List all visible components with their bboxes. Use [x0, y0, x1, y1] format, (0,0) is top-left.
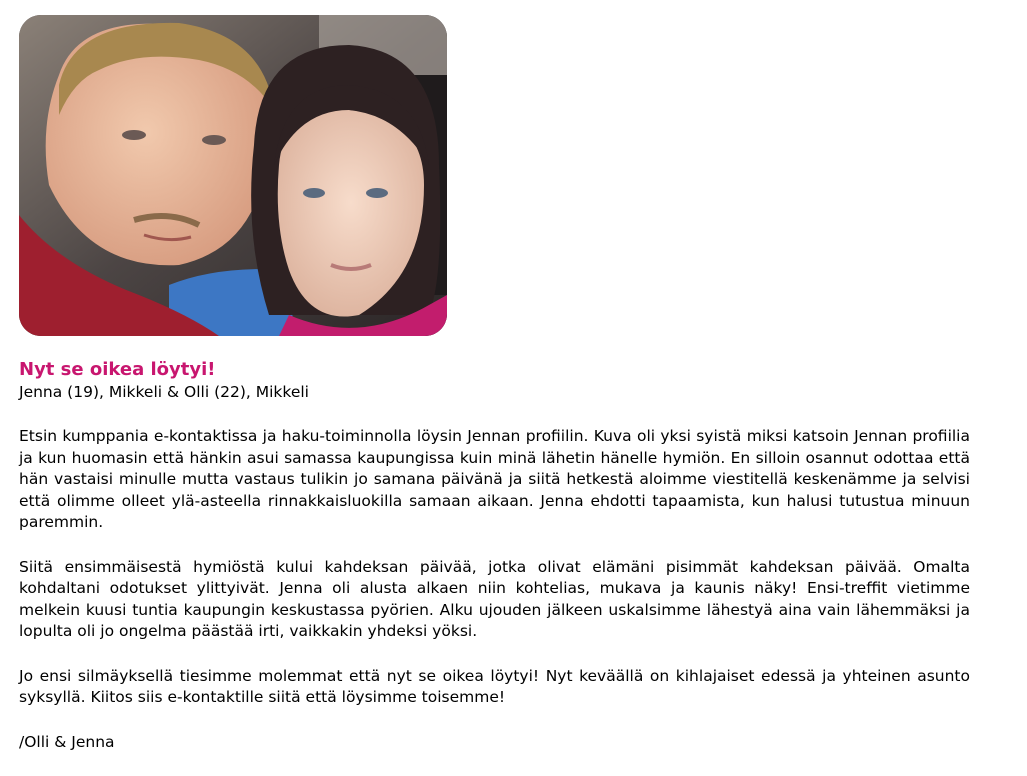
story-title: Nyt se oikea löytyi! [19, 359, 216, 380]
story-paragraph-1: Etsin kumppania e-kontaktissa ja haku-toiminnolla löysin Jennan profiilin. Kuva oli yksi syistä miksi katsoin Jennan profiilia ja kun huomasin että hänkin asui samassa kaupungissa kuin minä lähetin hänelle hymiön. En silloin osannut odottaa että hän vastaisi minulle mutta vastaus tulikin jo samana päivänä ja siitä hetkestä aloimme viestitellä keskenämme ja selvisi että olimme olleet ylä-asteella rinnakkaisluokilla samaan aikaan. Jenna ehdotti tapaamista, kun halusi tutustua minuun paremmin. [19, 427, 970, 531]
story-paragraph-3: Jo ensi silmäyksellä tiesimme molemmat että nyt se oikea löytyi! Nyt keväällä on kihlajaiset edessä ja yhteinen asunto syksyllä. Kiitos siis e-kontaktille siitä että löysimme toisemme! [19, 666, 970, 706]
couple-photo [19, 15, 447, 336]
success-story [19, 358, 970, 753]
story-byline: Jenna (19), Mikkeli & Olli (22), Mikkeli [19, 383, 309, 401]
story-paragraph-2: Siitä ensimmäisestä hymiöstä kului kahdeksan päivää, jotka olivat elämäni pisimmät kahdeksan päivää. Omalta kohdaltani odotukset ylittyivät. Jenna oli alusta alkaen niin kohtelias, mukava ja kaunis näky! Ensi-treffit vietimme melkein kuusi tuntia kaupungin keskustassa pyörien. Alku ujouden jälkeen uskalsimme lähestyä aina vain lähemmäksi ja lopulta oli jo ongelma päästää irti, vaikkakin yhdeksi yöksi. [19, 557, 970, 640]
story-signature: /Olli & Jenna [19, 732, 115, 751]
couple-photo-illustration [19, 15, 447, 336]
